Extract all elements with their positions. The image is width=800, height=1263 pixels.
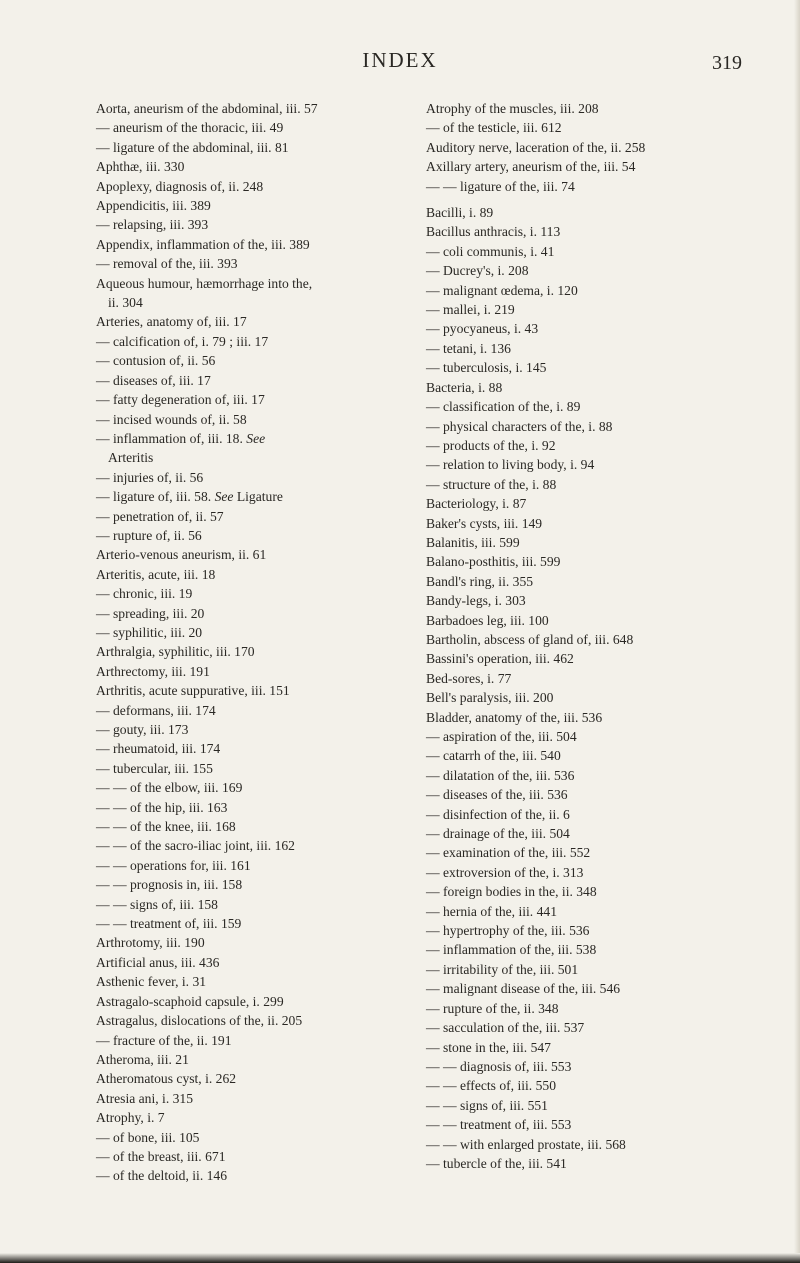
page-header	[0, 48, 800, 74]
index-entry	[96, 856, 436, 875]
index-entry	[426, 455, 766, 474]
index-entry	[96, 662, 436, 681]
index-entry-text: — drainage of the, iii. 504	[426, 826, 570, 842]
index-entry-text: — — signs of, iii. 158	[96, 896, 218, 912]
index-entry-text: — — operations for, iii. 161	[96, 857, 251, 873]
index-entry-text: — relapsing, iii. 393	[96, 217, 209, 233]
index-entry	[96, 953, 436, 972]
index-entry-text: Arteritis, acute, iii. 18	[96, 566, 216, 582]
index-entry-text: — examination of the, iii. 552	[426, 845, 591, 861]
index-entry	[96, 1166, 436, 1185]
index-entry	[96, 1069, 436, 1088]
page-title: INDEX	[362, 48, 438, 72]
index-entry	[426, 863, 766, 882]
index-entry-text: Auditory nerve, laceration of the, ii. 258	[426, 139, 646, 155]
index-entry	[426, 902, 766, 921]
index-entry-text: ii. 304	[108, 295, 143, 311]
index-entry	[96, 371, 436, 390]
index-entry	[426, 261, 766, 280]
index-entry	[426, 1115, 766, 1134]
index-entry	[426, 630, 766, 649]
index-entry	[426, 1135, 766, 1154]
index-entry-text: — of bone, iii. 105	[96, 1129, 200, 1145]
index-entry	[426, 281, 766, 300]
index-entry	[96, 739, 436, 758]
index-entry-text: — chronic, iii. 19	[96, 586, 193, 602]
index-entry-text: — aneurism of the thoracic, iii. 49	[96, 120, 284, 136]
index-entry-text: — hernia of the, iii. 441	[426, 903, 557, 919]
index-entry-text: — irritability of the, iii. 501	[426, 961, 579, 977]
index-entry-text: — rheumatoid, iii. 174	[96, 741, 221, 757]
index-entry	[96, 526, 436, 545]
index-entry-text: — tubercular, iii. 155	[96, 760, 213, 776]
index-entry-text: Balanitis, iii. 599	[426, 534, 520, 550]
index-entry-text: — tetani, i. 136	[426, 340, 511, 356]
index-entry-text: — deformans, iii. 174	[96, 702, 216, 718]
index-entry-text: Barbadoes leg, iii. 100	[426, 612, 549, 628]
index-entry-text: — — with enlarged prostate, iii. 568	[426, 1136, 626, 1152]
index-entry	[426, 203, 766, 222]
index-entry-text: — extroversion of the, i. 313	[426, 864, 584, 880]
index-entry	[96, 895, 436, 914]
see-reference-target: Ligature	[236, 489, 283, 505]
index-entry	[96, 1011, 436, 1030]
index-entry	[426, 785, 766, 804]
index-entry	[96, 545, 436, 564]
index-entry-text: — syphilitic, iii. 20	[96, 624, 203, 640]
index-entry-text: Arthritis, acute suppurative, iii. 151	[96, 683, 290, 699]
index-entry	[426, 611, 766, 630]
index-entry	[96, 312, 436, 331]
index-entry	[426, 1057, 766, 1076]
index-entry	[96, 332, 436, 351]
index-entry-text: Baker's cysts, iii. 149	[426, 515, 543, 531]
index-entry	[96, 604, 436, 623]
index-entry-text: Arteritis	[108, 450, 154, 466]
index-entry-text: — relation to living body, i. 94	[426, 457, 595, 473]
index-entry	[96, 584, 436, 603]
index-entry	[426, 940, 766, 959]
index-entry-text: — — ligature of the, iii. 74	[426, 178, 575, 194]
index-entry	[96, 99, 436, 118]
index-entry-text: Bladder, anatomy of the, iii. 536	[426, 709, 603, 725]
index-entry	[96, 351, 436, 370]
index-entry	[426, 222, 766, 241]
index-entry	[426, 514, 766, 533]
index-entry-text: Aphthæ, iii. 330	[96, 159, 185, 175]
index-entry	[426, 591, 766, 610]
index-entry	[96, 817, 436, 836]
index-entry-text: Bacteriology, i. 87	[426, 496, 527, 512]
page-number: 319	[712, 52, 742, 74]
index-entry	[96, 933, 436, 952]
index-entry	[426, 242, 766, 261]
index-entry-text: — products of the, i. 92	[426, 437, 556, 453]
index-entry	[426, 979, 766, 998]
index-entry-text: — classification of the, i. 89	[426, 399, 581, 415]
index-entry	[426, 157, 766, 176]
index-entry-text: — foreign bodies in the, ii. 348	[426, 884, 597, 900]
index-entry-text: Apoplexy, diagnosis of, ii. 248	[96, 178, 264, 194]
index-entry	[426, 417, 766, 436]
index-entry	[426, 1154, 766, 1173]
index-entry	[96, 1089, 436, 1108]
index-entry-text: Bartholin, abscess of gland of, iii. 648	[426, 631, 634, 647]
index-entry	[426, 358, 766, 377]
index-entry	[96, 1128, 436, 1147]
index-entry-text: — injuries of, ii. 56	[96, 469, 204, 485]
index-entry-text: Bacilli, i. 89	[426, 205, 494, 221]
index-entry-text: Astragalus, dislocations of the, ii. 205	[96, 1013, 303, 1029]
index-entry-text: — — of the elbow, iii. 169	[96, 780, 243, 796]
index-entry	[96, 565, 436, 584]
scan-bottom-edge	[0, 1253, 800, 1263]
index-entry-text: Bacillus anthracis, i. 113	[426, 224, 561, 240]
index-entry-text: — of the testicle, iii. 612	[426, 120, 562, 136]
index-entry-text: Axillary artery, aneurism of the, iii. 54	[426, 159, 636, 175]
index-entry	[426, 1096, 766, 1115]
index-entry	[96, 215, 436, 234]
index-entry	[96, 177, 436, 196]
index-entry	[426, 999, 766, 1018]
index-entry-text: Bassini's operation, iii. 462	[426, 651, 574, 667]
index-entry	[426, 746, 766, 765]
index-entry	[426, 688, 766, 707]
index-entry	[426, 138, 766, 157]
index-entry	[96, 429, 436, 448]
index-entry-text: — rupture of, ii. 56	[96, 527, 202, 543]
index-entry	[96, 836, 436, 855]
index-entry	[426, 177, 766, 196]
index-entry-text: — rupture of the, ii. 348	[426, 1000, 559, 1016]
index-entry-text: — of the deltoid, ii. 146	[96, 1168, 228, 1184]
see-reference: See	[246, 430, 266, 446]
index-entry-text: — — treatment of, iii. 159	[96, 916, 242, 932]
index-entry	[426, 727, 766, 746]
index-entry-text: — Ducrey's, i. 208	[426, 263, 529, 279]
index-entry	[426, 669, 766, 688]
index-entry-text: — — signs of, iii. 551	[426, 1097, 548, 1113]
index-entry	[426, 843, 766, 862]
index-entry-text: Arthrotomy, iii. 190	[96, 935, 205, 951]
index-entry-text: — inflammation of the, iii. 538	[426, 942, 597, 958]
index-entry	[96, 875, 436, 894]
index-entry-text: Aorta, aneurism of the abdominal, iii. 57	[96, 101, 318, 116]
index-entry	[426, 436, 766, 455]
index-entry	[96, 293, 436, 312]
index-entry	[426, 1076, 766, 1095]
index-entry-text: Bed-sores, i. 77	[426, 670, 512, 686]
index-entry	[426, 960, 766, 979]
index-entry-text: — tubercle of the, iii. 541	[426, 1155, 567, 1171]
index-entry	[426, 805, 766, 824]
index-entry-text: Atrophy of the muscles, iii. 208	[426, 101, 599, 116]
index-entry-text: — malignant œdema, i. 120	[426, 282, 578, 298]
index-entry-text: — spreading, iii. 20	[96, 605, 205, 621]
index-entry	[96, 390, 436, 409]
index-entry	[426, 921, 766, 940]
index-column-left	[96, 99, 436, 1186]
index-entry-text: Asthenic fever, i. 31	[96, 974, 207, 990]
index-entry-text: Aqueous humour, hæmorrhage into the,	[96, 275, 313, 291]
index-entry-text: — diseases of, iii. 17	[96, 372, 211, 388]
index-entry-text: Appendix, inflammation of the, iii. 389	[96, 236, 310, 252]
index-column-right	[426, 99, 766, 1173]
index-entry	[96, 759, 436, 778]
index-entry	[426, 708, 766, 727]
index-entry	[426, 572, 766, 591]
index-entry	[96, 972, 436, 991]
index-entry-text: — pyocyaneus, i. 43	[426, 321, 539, 337]
index-entry	[426, 475, 766, 494]
index-entry-text: Bandl's ring, ii. 355	[426, 573, 534, 589]
index-entry-text: — disinfection of the, ii. 6	[426, 806, 570, 822]
index-entry-text: Atrophy, i. 7	[96, 1110, 165, 1126]
index-entry-text: — hypertrophy of the, iii. 536	[426, 923, 590, 939]
index-entry	[426, 824, 766, 843]
index-entry-text: Astragalo-scaphoid capsule, i. 299	[96, 993, 284, 1009]
index-entry	[96, 1050, 436, 1069]
index-entry	[426, 339, 766, 358]
index-entry	[96, 235, 436, 254]
index-entry-text: Arthralgia, syphilitic, iii. 170	[96, 644, 255, 660]
index-entry-text: — structure of the, i. 88	[426, 476, 557, 492]
index-entry-text: Arterio-venous aneurism, ii. 61	[96, 547, 267, 563]
index-entry-text: — ligature of, iii. 58.	[96, 489, 212, 505]
index-entry-text: — — of the sacro-iliac joint, iii. 162	[96, 838, 295, 854]
index-entry-text: — removal of the, iii. 393	[96, 256, 238, 272]
index-entry	[426, 766, 766, 785]
index-entry	[96, 274, 436, 293]
index-entry-text: — — of the hip, iii. 163	[96, 799, 228, 815]
index-entry	[426, 118, 766, 137]
index-entry	[426, 300, 766, 319]
index-entry	[426, 882, 766, 901]
index-entry-text: — — treatment of, iii. 553	[426, 1117, 572, 1133]
index-entry	[96, 487, 436, 506]
index-entry-text: Bandy-legs, i. 303	[426, 593, 526, 609]
index-entry-text: Bell's paralysis, iii. 200	[426, 690, 554, 706]
index-entry	[426, 533, 766, 552]
index-entry-text: — contusion of, ii. 56	[96, 353, 216, 369]
index-entry-text: — calcification of, i. 79 ; iii. 17	[96, 333, 269, 349]
index-entry	[96, 196, 436, 215]
index-entry-text: — ligature of the abdominal, iii. 81	[96, 139, 289, 155]
page-edge-shadow	[794, 0, 800, 1263]
index-entry-text: Bacteria, i. 88	[426, 379, 503, 395]
index-entry	[96, 118, 436, 137]
index-entry-text: Atheromatous cyst, i. 262	[96, 1071, 237, 1087]
index-entry	[96, 1147, 436, 1166]
index-entry-text: Atheroma, iii. 21	[96, 1051, 189, 1067]
index-entry	[426, 397, 766, 416]
index-entry	[96, 468, 436, 487]
index-entry	[96, 701, 436, 720]
index-entry	[96, 681, 436, 700]
index-entry	[96, 410, 436, 429]
index-entry	[426, 649, 766, 668]
index-entry-text: — fracture of the, ii. 191	[96, 1032, 232, 1048]
index-entry	[96, 720, 436, 739]
index-entry	[96, 992, 436, 1011]
index-entry	[96, 448, 436, 467]
index-entry-text: Appendicitis, iii. 389	[96, 198, 211, 214]
index-entry-text: Arteries, anatomy of, iii. 17	[96, 314, 247, 330]
index-entry	[96, 138, 436, 157]
index-entry-text: — dilatation of the, iii. 536	[426, 767, 575, 783]
index-entry-text: — catarrh of the, iii. 540	[426, 748, 561, 764]
index-entry	[426, 99, 766, 118]
index-entry-text: — physical characters of the, i. 88	[426, 418, 613, 434]
index-entry-text: — mallei, i. 219	[426, 302, 515, 318]
index-entry	[96, 642, 436, 661]
index-entry	[96, 507, 436, 526]
index-entry-text: — — of the knee, iii. 168	[96, 819, 236, 835]
index-entry-text: — tuberculosis, i. 145	[426, 360, 547, 376]
index-entry-text: — gouty, iii. 173	[96, 722, 189, 737]
index-entry	[426, 552, 766, 571]
index-entry-text: Balano-posthitis, iii. 599	[426, 554, 561, 570]
index-entry	[96, 778, 436, 797]
index-entry-text: — fatty degeneration of, iii. 17	[96, 392, 265, 408]
index-entry	[426, 1038, 766, 1057]
index-entry	[96, 623, 436, 642]
index-entry	[426, 494, 766, 513]
index-entry	[96, 254, 436, 273]
index-entry-text: — — prognosis in, iii. 158	[96, 877, 243, 893]
index-entry-text: — penetration of, ii. 57	[96, 508, 224, 524]
index-entry	[96, 1108, 436, 1127]
index-entry-text: — — diagnosis of, iii. 553	[426, 1058, 572, 1074]
see-reference: See	[214, 489, 234, 505]
index-entry	[426, 319, 766, 338]
index-entry-text: — malignant disease of the, iii. 546	[426, 981, 621, 997]
index-entry-text: — — effects of, iii. 550	[426, 1078, 556, 1094]
index-entry-text: Arthrectomy, iii. 191	[96, 663, 210, 679]
index-entry-text: Atresia ani, i. 315	[96, 1090, 194, 1106]
index-entry-text: — stone in the, iii. 547	[426, 1039, 551, 1055]
index-entry-text: Artificial anus, iii. 436	[96, 954, 220, 970]
index-entry	[96, 1031, 436, 1050]
index-entry	[426, 1018, 766, 1037]
index-entry	[426, 378, 766, 397]
index-entry-text: — aspiration of the, iii. 504	[426, 729, 577, 744]
index-entry-text: — incised wounds of, ii. 58	[96, 411, 247, 427]
index-entry-text: — of the breast, iii. 671	[96, 1148, 226, 1164]
index-entry	[96, 914, 436, 933]
index-entry	[96, 157, 436, 176]
index-entry-text: — diseases of the, iii. 536	[426, 787, 568, 803]
index-entry-text: — coli communis, i. 41	[426, 243, 555, 259]
index-entry	[96, 798, 436, 817]
index-entry-text: — sacculation of the, iii. 537	[426, 1020, 585, 1036]
index-entry-text: — inflammation of, iii. 18.	[96, 430, 243, 446]
